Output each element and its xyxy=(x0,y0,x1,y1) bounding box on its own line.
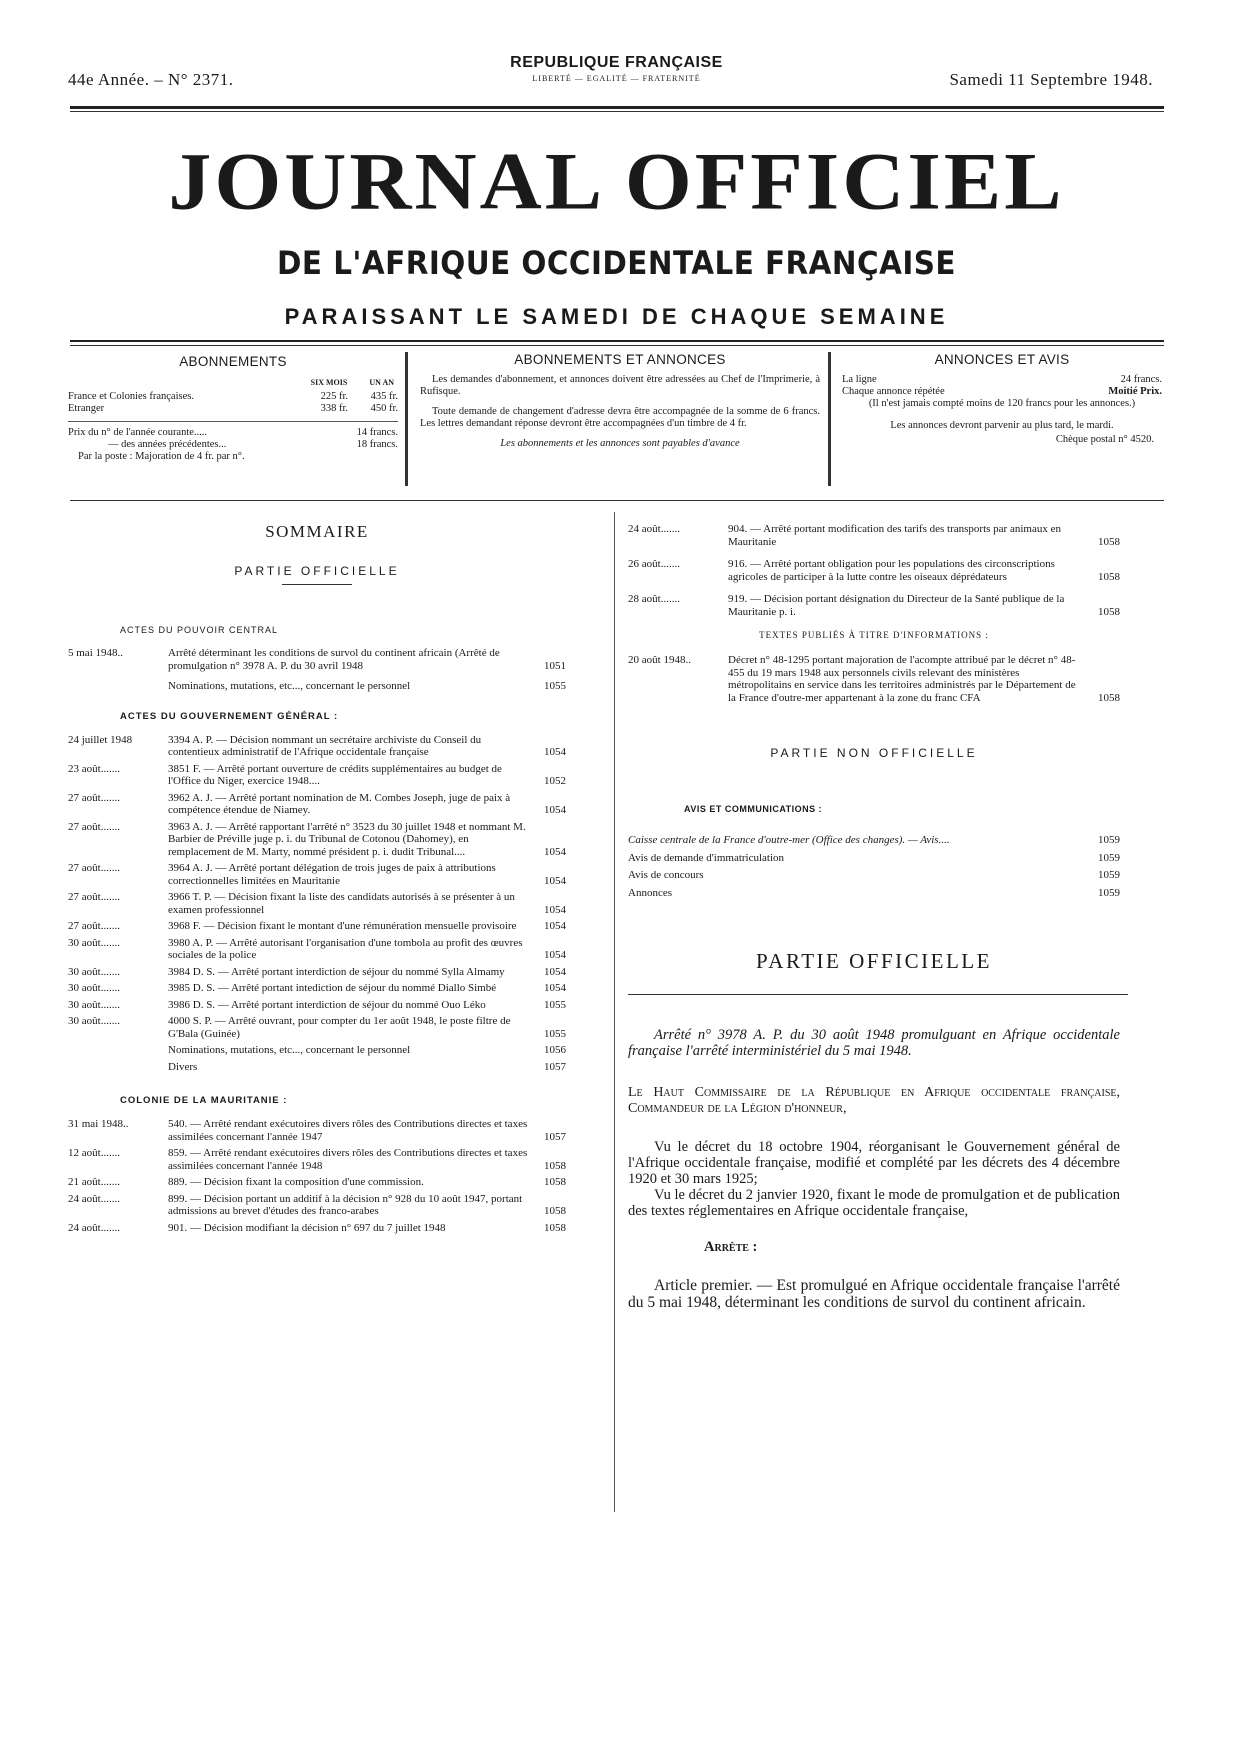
vu-decret-2: Vu le décret du 2 janvier 1920, fixant le mode de promulgation et de publication des textes réglementaires en Afrique occidentale française, xyxy=(628,1187,1120,1219)
toc-entry xyxy=(628,852,1120,865)
toc-text: Divers xyxy=(168,1060,198,1073)
toc-page: 1058 xyxy=(1098,691,1120,704)
toc-entry xyxy=(68,763,566,788)
toc-text: Caisse centrale de la France d'outre-mer (Office des changes). — Avis.... xyxy=(628,834,950,846)
toc-page: 1054 xyxy=(544,845,566,858)
toc-date: 30 août....... xyxy=(68,982,120,994)
annonce-delai: Les annonces devront parvenir au plus tard, le mardi. xyxy=(890,420,1114,431)
toc-date: 21 août....... xyxy=(68,1176,120,1188)
toc-page: 1057 xyxy=(544,1060,566,1073)
partie-non-officielle: PARTIE NON OFFICIELLE xyxy=(770,746,978,760)
toc-text: Avis de concours xyxy=(628,869,704,881)
toc-entry xyxy=(68,966,566,979)
toc-text: 901. — Décision modifiant la décision n° 697 du 7 juillet 1948 xyxy=(168,1221,446,1234)
abonnements-col-headers xyxy=(68,377,398,389)
masthead-rule xyxy=(70,340,1164,342)
sommaire-right-column xyxy=(628,523,1120,1311)
abonnement-label: France et Colonies françaises. xyxy=(68,391,194,402)
journal-title: JOURNAL OFFICIEL xyxy=(168,135,1065,227)
toc-date xyxy=(68,680,168,693)
section-heading: ACTES DU GOUVERNEMENT GÉNÉRAL : xyxy=(120,710,339,722)
toc-page: 1059 xyxy=(1098,851,1120,864)
toc-date: 24 août....... xyxy=(68,1192,120,1205)
toc-text: Nominations, mutations, etc..., concernant le personnel xyxy=(168,1044,411,1056)
toc-entry xyxy=(68,920,566,933)
toc-date: 5 mai 1948.. xyxy=(68,647,123,659)
toc-entry xyxy=(68,937,566,962)
col-un-an: UN AN xyxy=(369,378,394,387)
abonnement-an: 450 fr. xyxy=(370,403,398,414)
abonnements-annonces-p3: Les abonnements et les annonces sont payables d'avance xyxy=(500,438,740,449)
toc-entry xyxy=(68,647,566,672)
prix-value: 14 francs. xyxy=(356,427,398,438)
toc-text: 4000 S. P. — Arrêté ouvrant, pour compter du 1er août 1948, le poste filtre de G'Bala (Guinée) xyxy=(168,1015,511,1040)
box-separator xyxy=(828,352,831,486)
journal-subtitle: DE L'AFRIQUE OCCIDENTALE FRANÇAISE xyxy=(277,244,956,282)
avis-items xyxy=(628,834,1120,899)
abonnements-box xyxy=(68,354,398,486)
abonnements-heading: ABONNEMENTS xyxy=(179,354,287,369)
annonces-avis-box xyxy=(842,354,1162,486)
toc-date: 28 août....... xyxy=(628,593,680,605)
toc-text: 3851 F. — Arrêté portant ouverture de crédits supplémentaires au budget de l'Office du Niger, exercice 1948.... xyxy=(168,762,502,787)
abonnements-annonces-heading: ABONNEMENTS ET ANNONCES xyxy=(514,352,726,367)
toc-entry xyxy=(68,1044,566,1057)
toc-date: 27 août....... xyxy=(68,820,120,833)
annonce-tarif-value: 24 francs. xyxy=(1120,374,1162,385)
toc-text: 919. — Décision portant désignation du Directeur de la Santé publique de la Mauritanie p. i. xyxy=(728,593,1065,618)
toc-date: 27 août....... xyxy=(68,791,120,804)
toc-date: 27 août....... xyxy=(68,891,120,903)
abonnement-an: 435 fr. xyxy=(370,391,398,402)
section-heading: ACTES DU POUVOIR CENTRAL xyxy=(120,625,279,635)
toc-page: 1055 xyxy=(544,680,566,692)
toc-entry xyxy=(628,869,1120,882)
toc-text: 3984 D. S. — Arrêté portant interdiction de séjour du nommé Sylla Almamy xyxy=(168,965,505,978)
toc-entry xyxy=(68,1118,566,1143)
toc-text: 3394 A. P. — Décision nommant un secrétaire archiviste du Conseil du contentieux administratif de l'Afrique occidentale française xyxy=(168,733,482,758)
toc-text: 904. — Arrêté portant modification des tarifs des transports par animaux en Mauritanie xyxy=(728,523,1061,548)
toc-entry xyxy=(68,1176,566,1189)
toc-text: 3963 A. J. — Arrêté rapportant l'arrêté n° 3523 du 30 juillet 1948 et nommant M. Barbier de Préville juge p. i. du Tribunal de Cotonou (Dahomey), en remplacement de M. Marty, nommé président p. i. dudit Tribunal.... xyxy=(168,820,526,858)
section-heading: COLONIE DE LA MAURITANIE : xyxy=(120,1095,288,1106)
textes-items xyxy=(628,654,1120,704)
abonnement-row xyxy=(68,403,398,415)
toc-page: 1054 xyxy=(544,965,566,978)
abonnements-divider xyxy=(68,421,398,422)
toc-page: 1055 xyxy=(544,1027,566,1040)
toc-date: 26 août....... xyxy=(628,558,680,570)
toc-date: 31 mai 1948.. xyxy=(68,1118,129,1130)
toc-entry xyxy=(68,862,566,887)
toc-page: 1054 xyxy=(544,874,566,887)
toc-text: 3985 D. S. — Arrêté portant intediction de séjour du nommé Diallo Simbé xyxy=(168,982,497,994)
prix-row xyxy=(68,439,398,451)
prix-row xyxy=(68,427,398,439)
prix-label: — des années précédentes... xyxy=(108,439,227,450)
toc-entry xyxy=(628,523,1120,548)
toc-page: 1057 xyxy=(544,1130,566,1143)
toc-date: 30 août....... xyxy=(68,936,120,949)
toc-page: 1058 xyxy=(544,1159,566,1172)
toc-page: 1054 xyxy=(544,982,566,994)
toc-text: Décret n° 48-1295 portant majoration de l'acompte attribué par le décret n° 48-455 du 19 mars 1948 aux personnels civils relevant des ministères métropolitains en service dans les territoires administrés par le Département de la France d'outre-mer appartenant à la zone du franc CFA xyxy=(728,654,1076,704)
col-six-mois: SIX MOIS xyxy=(310,378,348,387)
annonce-tarif-label: La ligne xyxy=(842,374,877,385)
toc-page: 1054 xyxy=(544,949,566,961)
abonnement-six: 338 fr. xyxy=(320,403,348,414)
toc-entry xyxy=(628,654,1120,704)
toc-text: Arrêté déterminant les conditions de survol du continent africain (Arrêté de promulgation n° 3978 A. P. du 30 avril 1948 xyxy=(168,647,500,672)
box-separator xyxy=(405,352,408,486)
section-items xyxy=(68,1118,566,1234)
toc-entry xyxy=(68,891,566,916)
abonnements-annonces-box xyxy=(420,354,820,486)
toc-page: 1059 xyxy=(1098,834,1120,846)
arrete-title: Arrêté n° 3978 A. P. du 30 août 1948 promulguant en Afrique occidentale française l'arrêté interministériel du 5 mai 1948. xyxy=(628,1027,1120,1059)
sommaire-heading: SOMMAIRE xyxy=(265,522,369,541)
issue-number: 44e Année. – N° 2371. xyxy=(68,70,234,89)
toc-entry xyxy=(628,558,1120,583)
toc-page: 1058 xyxy=(544,1205,566,1217)
toc-text: Nominations, mutations, etc..., concernant le personnel xyxy=(168,680,411,692)
toc-text: 889. — Décision fixant la composition d'une commission. xyxy=(168,1176,424,1188)
toc-entry xyxy=(68,1061,566,1074)
toc-page: 1059 xyxy=(1098,886,1120,899)
toc-entry xyxy=(68,792,566,817)
toc-page: 1059 xyxy=(1098,869,1120,881)
toc-page: 1051 xyxy=(544,659,566,672)
masthead-rule-thin xyxy=(70,345,1164,346)
toc-page: 1056 xyxy=(544,1044,566,1056)
toc-text: 3986 D. S. — Arrêté portant interdiction de séjour du nommé Ouo Léko xyxy=(168,998,486,1011)
toc-date: 27 août....... xyxy=(68,862,120,874)
toc-date: 30 août....... xyxy=(68,965,120,978)
partie-officielle-rule xyxy=(628,994,1128,995)
toc-date xyxy=(68,1044,168,1057)
partie-underline xyxy=(282,584,352,585)
toc-entry xyxy=(68,999,566,1012)
toc-date: 20 août 1948.. xyxy=(628,654,691,666)
sommaire-left-column xyxy=(68,522,566,1238)
toc-entry xyxy=(68,1147,566,1172)
cheque-postal: Chèque postal n° 4520. xyxy=(1055,434,1154,445)
prix-label: Par la poste : Majoration de 4 fr. par n°. xyxy=(78,451,245,462)
prix-row xyxy=(68,451,398,463)
toc-date: 30 août....... xyxy=(68,1015,120,1027)
toc-entry xyxy=(68,1222,566,1235)
toc-text: 3962 A. J. — Arrêté portant nomination de M. Combes Joseph, juge de paix à compétence étendue de Niamey. xyxy=(168,791,511,816)
section-items xyxy=(68,734,566,1074)
issue-date: Samedi 11 Septembre 1948. xyxy=(949,70,1153,89)
toc-date: 12 août....... xyxy=(68,1147,120,1159)
toc-text: 540. — Arrêté rendant exécutoires divers rôles des Contributions directes et taxes assimilées concernant l'année 1947 xyxy=(168,1118,528,1143)
journal-tagline: PARAISSANT LE SAMEDI DE CHAQUE SEMAINE xyxy=(284,304,949,329)
column-gutter xyxy=(614,512,615,1512)
vu-decret-1: Vu le décret du 18 octobre 1904, réorganisant le Gouvernement général de l'Afrique occidentale française, modifié et complété par les décrets des 4 décembre 1920 et 30 mars 1925; xyxy=(628,1139,1120,1187)
toc-text: 916. — Arrêté portant obligation pour les populations des circonscriptions agricoles de participer à la lutte contre les oiseaux déprédateurs xyxy=(728,558,1055,583)
toc-date: 27 août....... xyxy=(68,920,120,932)
toc-page: 1058 xyxy=(544,1176,566,1188)
toc-page: 1054 xyxy=(544,804,566,816)
header-rule-thin xyxy=(70,111,1164,112)
prix-value: 18 francs. xyxy=(356,439,398,450)
toc-page: 1052 xyxy=(544,775,566,787)
toc-date: 23 août....... xyxy=(68,762,120,775)
toc-entry xyxy=(628,887,1120,900)
toc-entry xyxy=(68,982,566,995)
toc-entry xyxy=(68,1015,566,1040)
annonce-tarif-row xyxy=(842,386,1162,398)
section-items xyxy=(68,647,566,693)
toc-page: 1054 xyxy=(544,920,566,932)
avis-heading: AVIS ET COMMUNICATIONS : xyxy=(684,804,823,814)
abonnements-annonces-p1: Les demandes d'abonnement, et annonces doivent être adressées au Chef de l'Imprimerie, à Rufisque. xyxy=(420,374,820,397)
toc-date xyxy=(68,1061,168,1074)
annonces-avis-heading: ANNONCES ET AVIS xyxy=(934,352,1070,367)
annonce-note: (Il n'est jamais compté moins de 120 francs pour les annonces.) xyxy=(868,398,1136,409)
annonce-tarif-row xyxy=(842,374,1162,386)
abonnements-annonces-p2: Toute demande de changement d'adresse devra être accompagnée de la somme de 6 francs. Les lettres demandant réponse devront être accompagnées d'un timbre de 4 fr. xyxy=(420,406,820,429)
toc-date: 24 juillet 1948 xyxy=(68,733,133,746)
sommaire-top-rule xyxy=(70,500,1164,501)
toc-page: 1055 xyxy=(544,998,566,1011)
toc-text: 3980 A. P. — Arrêté autorisant l'organisation d'une tombola au profit des œuvres sociales de la police xyxy=(168,936,523,961)
annonce-tarif-label: Chaque annonce répétée xyxy=(842,386,945,397)
toc-entry xyxy=(628,593,1120,618)
abonnement-row xyxy=(68,391,398,403)
toc-text: 899. — Décision portant un additif à la décision n° 928 du 10 août 1947, portant admissions au brevet d'études des franco-arabes xyxy=(168,1192,523,1217)
toc-date: 30 août....... xyxy=(68,998,120,1011)
toc-date: 24 août....... xyxy=(68,1221,120,1234)
haut-commissaire: Le Haut Commissaire de la République en Afrique occidentale française, Commandeur de la Légion d'honneur, xyxy=(628,1085,1120,1116)
toc-date: 24 août....... xyxy=(628,523,680,535)
republique-label: REPUBLIQUE FRANÇAISE xyxy=(510,54,723,71)
partie-officielle-heading: PARTIE OFFICIELLE xyxy=(756,949,992,973)
sommaire-partie: PARTIE OFFICIELLE xyxy=(234,564,400,578)
toc-entry xyxy=(68,1193,566,1218)
toc-text: 859. — Arrêté rendant exécutoires divers rôles des Contributions directes et taxes assimilées concernant l'année 1948 xyxy=(168,1147,528,1172)
toc-page: 1058 xyxy=(544,1221,566,1234)
toc-text: Annonces xyxy=(628,886,672,899)
prix-label: Prix du n° de l'année courante..... xyxy=(68,427,208,438)
annonce-tarif-value: Moitié Prix. xyxy=(1108,386,1162,397)
textes-heading: TEXTES PUBLIÉS À TITRE D'INFORMATIONS : xyxy=(759,630,989,640)
toc-entry xyxy=(628,834,1120,847)
toc-page: 1058 xyxy=(1098,605,1120,618)
abonnement-six: 225 fr. xyxy=(320,391,348,402)
toc-text: 3964 A. J. — Arrêté portant délégation de trois juges de paix à attributions correctionnelles limitées en Mauritanie xyxy=(168,862,496,887)
toc-page: 1054 xyxy=(544,903,566,916)
abonnement-label: Etranger xyxy=(68,403,105,414)
toc-entry xyxy=(68,680,566,693)
article-premier: Article premier. — Est promulgué en Afrique occidentale française l'arrêté du 5 mai 1948, déterminant les conditions de survol du continent africain. xyxy=(628,1277,1120,1311)
header-rule xyxy=(70,106,1164,109)
toc-page: 1058 xyxy=(1098,535,1120,548)
toc-text: 3966 T. P. — Décision fixant la liste des candidats autorisés à se présenter à un examen professionnel xyxy=(168,891,515,916)
right-items xyxy=(628,523,1120,618)
arrete-label: Arrête : xyxy=(704,1239,758,1255)
toc-page: 1058 xyxy=(1098,570,1120,583)
toc-entry xyxy=(68,821,566,859)
toc-entry xyxy=(68,734,566,759)
republic-motto: LIBERTÉ — EGALITÉ — FRATERNITÉ xyxy=(532,74,701,83)
toc-text: Avis de demande d'immatriculation xyxy=(628,851,785,864)
toc-page: 1054 xyxy=(544,746,566,758)
toc-text: 3968 F. — Décision fixant le montant d'une rémunération mensuelle provisoire xyxy=(168,920,517,932)
